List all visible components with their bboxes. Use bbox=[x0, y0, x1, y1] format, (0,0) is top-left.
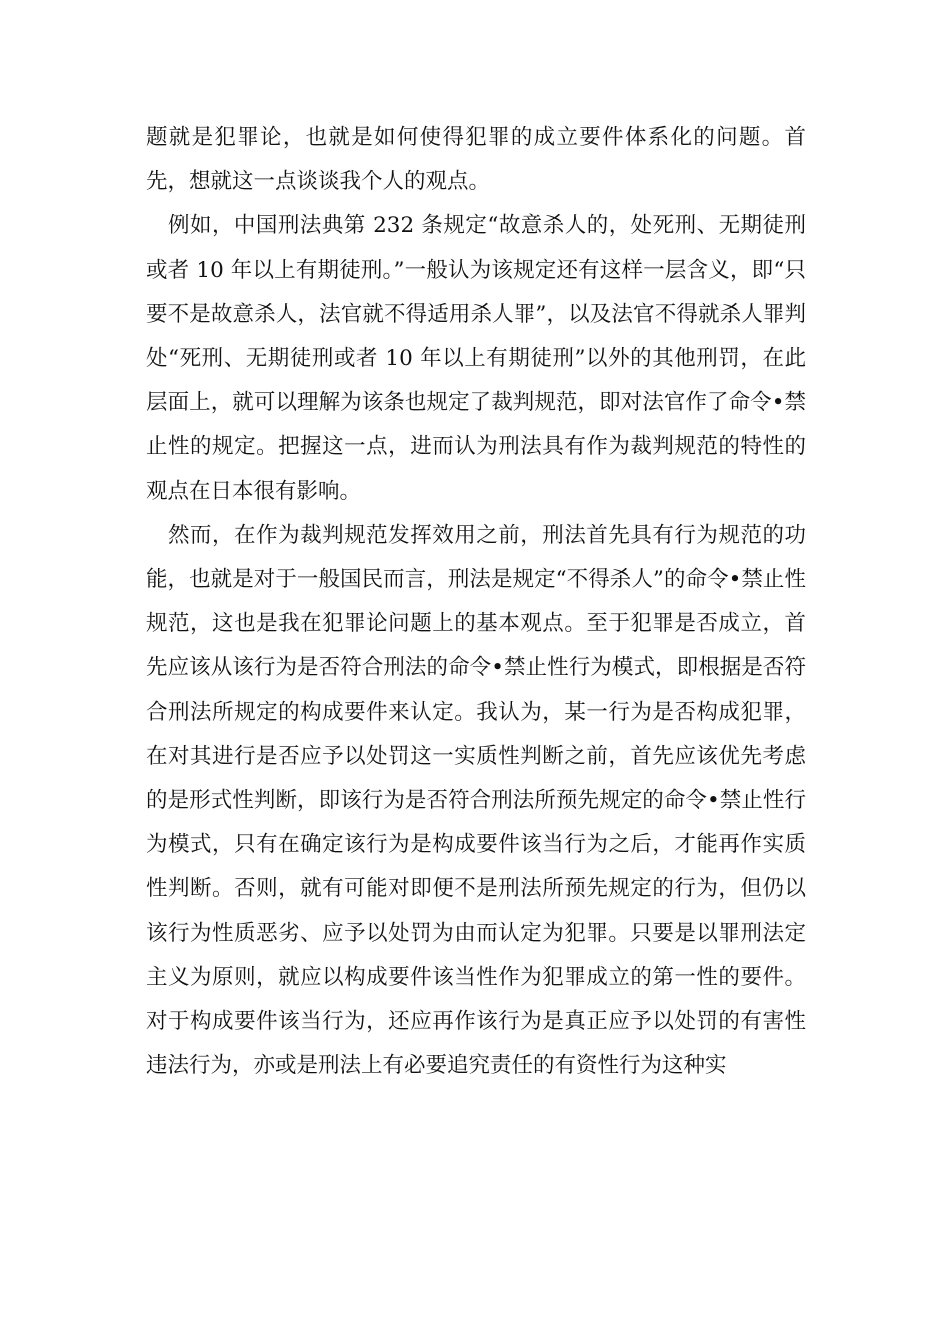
paragraph-example: 例如，中国刑法典第 232 条规定“故意杀人的，处死刑、无期徒刑或者 10 年以上有期徒刑。”一般认为该规定还有这样一层含义，即“只要不是故意杀人，法官就不得适用杀人罪”，以及法官不得就杀人罪判处“死刑、无期徒刑或者 10 年以上有期徒刑”以外的其他刑罚，在此层面上，就可以理解为该条也规定了裁判规范，即对法官作了命令•禁止性的规定。把握这一点，进而认为刑法具有作为裁判规范的特性的观点在日本很有影响。 bbox=[146, 213, 806, 504]
document-body bbox=[146, 116, 806, 1088]
paragraph-continuation: 题就是犯罪论，也就是如何使得犯罪的成立要件体系化的问题。首先，想就这一点谈谈我个人的观点。 bbox=[146, 125, 806, 195]
paragraph-argument: 然而，在作为裁判规范发挥效用之前，刑法首先具有行为规范的功能，也就是对于一般国民而言，刑法是规定“不得杀人”的命令•禁止性规范，这也是我在犯罪论问题上的基本观点。至于犯罪是否成立，首先应该从该行为是否符合刑法的命令•禁止性行为模式，即根据是否符合刑法所规定的构成要件来认定。我认为，某一行为是否构成犯罪，在对其进行是否应予以处罚这一实质性判断之前，首先应该优先考虑的是形式性判断，即该行为是否符合刑法所预先规定的命令•禁止性行为模式，只有在确定该行为是构成要件该当行为之后，才能再作实质性判断。否则，就有可能对即便不是刑法所预先规定的行为，但仍以该行为性质恶劣、应予以处罚为由而认定为犯罪。只要是以罪刑法定主义为原则，就应以构成要件该当性作为犯罪成立的第一性的要件。对于构成要件该当行为，还应再作该行为是真正应予以处罚的有害性违法行为，亦或是刑法上有必要追究责任的有资性行为这种实 bbox=[146, 522, 806, 1079]
